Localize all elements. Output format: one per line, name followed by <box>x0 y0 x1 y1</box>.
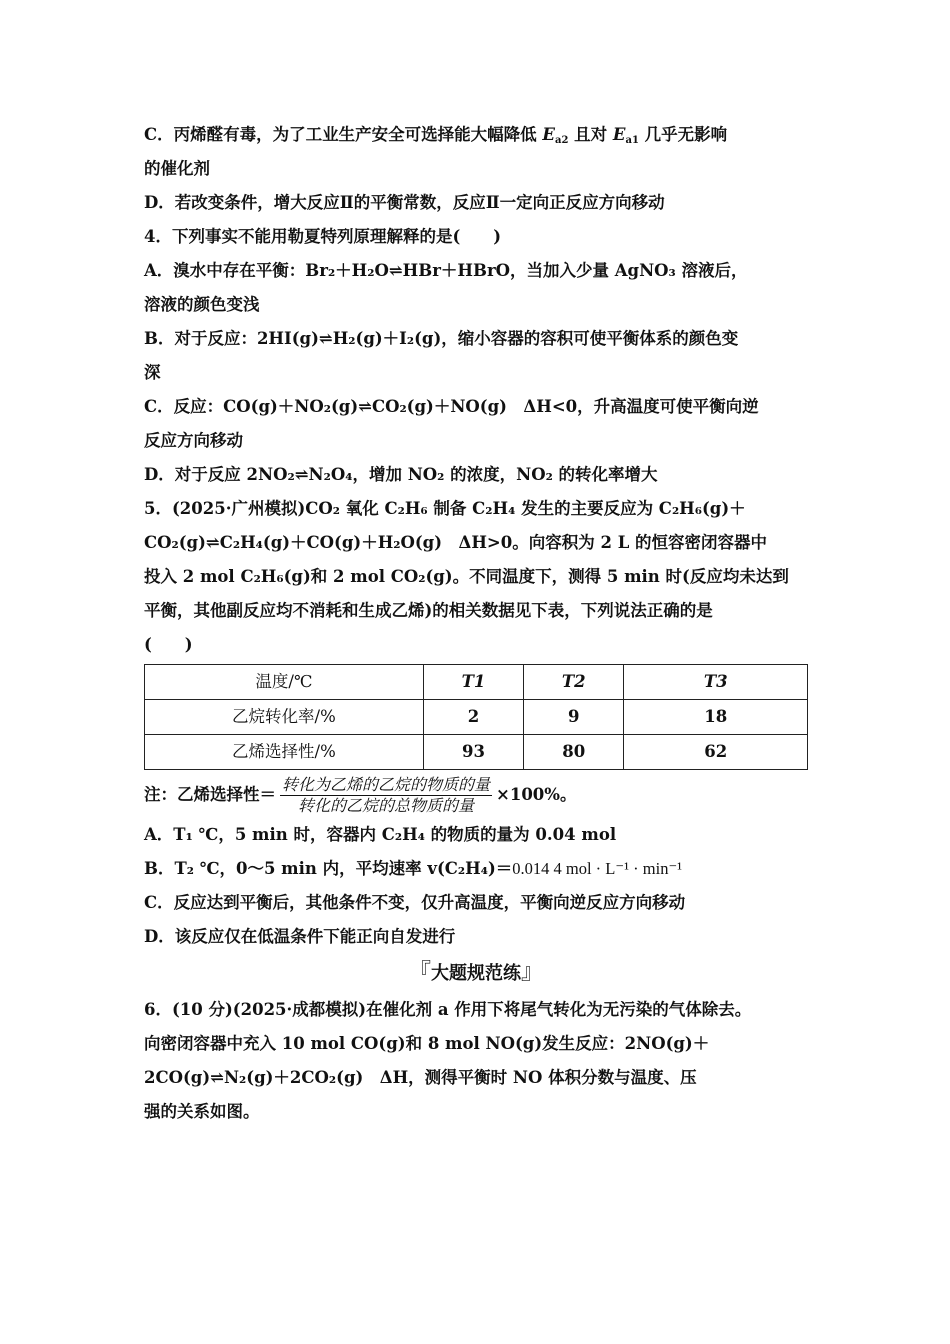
table-header-cell: T2 <box>524 665 624 700</box>
note-suffix: ×100%。 <box>496 785 577 804</box>
table-header-cell: T3 <box>624 665 808 700</box>
question-5-line5: ( ) <box>144 635 193 654</box>
option-c-line1: C．丙烯醛有毒，为了工业生产安全可选择能大幅降低 $E_{a2}$ 且对 $E_{a1}$ 几乎无影响 <box>144 125 728 146</box>
question-6-line4: 强的关系如图。 <box>144 1102 260 1121</box>
option-d: D．若改变条件，增大反应Ⅱ的平衡常数，反应Ⅱ一定向正反应方向移动 <box>144 193 665 212</box>
selectivity-fraction <box>280 775 492 816</box>
table-cell: 9 <box>524 700 624 735</box>
question-5-line1: 5．(2025·广州模拟)CO₂ 氧化 C₂H₆ 制备 C₂H₄ 发生的主要反应为 C₂H₆(g)＋ <box>144 499 746 518</box>
q4-option-c-line1: C．反应：CO(g)＋NO₂(g)⇌CO₂(g)＋NO(g) ΔH<0，升高温度可使平衡向逆 <box>144 397 759 416</box>
question-6-line2: 向密闭容器中充入 10 mol CO(g)和 8 mol NO(g)发生反应：2NO(g)＋ <box>144 1034 710 1053</box>
q4-option-d: D．对于反应 2NO₂⇌N₂O₄，增加 NO₂ 的浓度，NO₂ 的转化率增大 <box>144 465 658 484</box>
q5-option-d: D．该反应仅在低温条件下能正向自发进行 <box>144 927 456 946</box>
table-row <box>145 700 808 735</box>
note-prefix: 注：乙烯选择性＝ <box>144 785 276 804</box>
question-6-line1: 6．(10 分)(2025·成都模拟)在催化剂 a 作用下将尾气转化为无污染的气体除去。 <box>144 1000 752 1019</box>
q4-option-b-line1: B．对于反应：2HI(g)⇌H₂(g)＋I₂(g)，缩小容器的容积可使平衡体系的颜色变 <box>144 329 739 348</box>
q5-option-c: C．反应达到平衡后，其他条件不变，仅升高温度，平衡向逆反应方向移动 <box>144 893 686 912</box>
table-cell: 80 <box>524 735 624 770</box>
q4-option-a-line2: 溶液的颜色变浅 <box>144 295 260 314</box>
table-cell: 62 <box>624 735 808 770</box>
question-6-line3: 2CO(g)⇌N₂(g)＋2CO₂(g) ΔH，测得平衡时 NO 体积分数与温度、压 <box>144 1068 697 1087</box>
table-header-cell: T1 <box>423 665 523 700</box>
fraction-denominator: 转化的乙烷的总物质的量 <box>298 795 475 815</box>
q4-option-a-line1: A．溴水中存在平衡：Br₂＋H₂O⇌HBr＋HBrO，当加入少量 AgNO₃ 溶液后， <box>144 261 748 280</box>
table-cell: 乙烯选择性/% <box>145 735 424 770</box>
section-title: 『大题规范练』 <box>408 960 544 985</box>
fraction-numerator: 转化为乙烯的乙烷的物质的量 <box>282 774 491 794</box>
option-c-line2: 的催化剂 <box>144 159 210 178</box>
question-5-line2: CO₂(g)⇌C₂H₄(g)＋CO(g)＋H₂O(g) ΔH>0。向容积为 2 L 的恒容密闭容器中 <box>144 533 768 552</box>
table-cell: 93 <box>423 735 523 770</box>
document-page <box>144 118 808 1129</box>
table-row <box>145 735 808 770</box>
table-header-row <box>145 665 808 700</box>
table-cell: 18 <box>624 700 808 735</box>
data-table <box>144 664 808 770</box>
q4-option-b-line2: 深 <box>144 363 161 382</box>
table-header-cell: 温度/℃ <box>145 665 424 700</box>
table-cell: 乙烷转化率/% <box>145 700 424 735</box>
q4-option-c-line2: 反应方向移动 <box>144 431 243 450</box>
q5-option-a: A．T₁ ℃，5 min 时，容器内 C₂H₄ 的物质的量为 0.04 mol <box>144 825 617 844</box>
selectivity-note <box>144 772 808 818</box>
question-4: 4．下列事实不能用勒夏特列原理解释的是( ) <box>144 227 502 246</box>
q5-option-b: B．T₂ ℃，0～5 min 内，平均速率 v(C₂H₄)＝0.014 4 mol · L⁻¹ · min⁻¹ <box>144 859 683 878</box>
question-5-line4: 平衡，其他副反应均不消耗和生成乙烯)的相关数据见下表，下列说法正确的是 <box>144 601 713 620</box>
question-5-line3: 投入 2 mol C₂H₆(g)和 2 mol CO₂(g)。不同温度下，测得 5 min 时(反应均未达到 <box>144 567 789 586</box>
table-cell: 2 <box>423 700 523 735</box>
